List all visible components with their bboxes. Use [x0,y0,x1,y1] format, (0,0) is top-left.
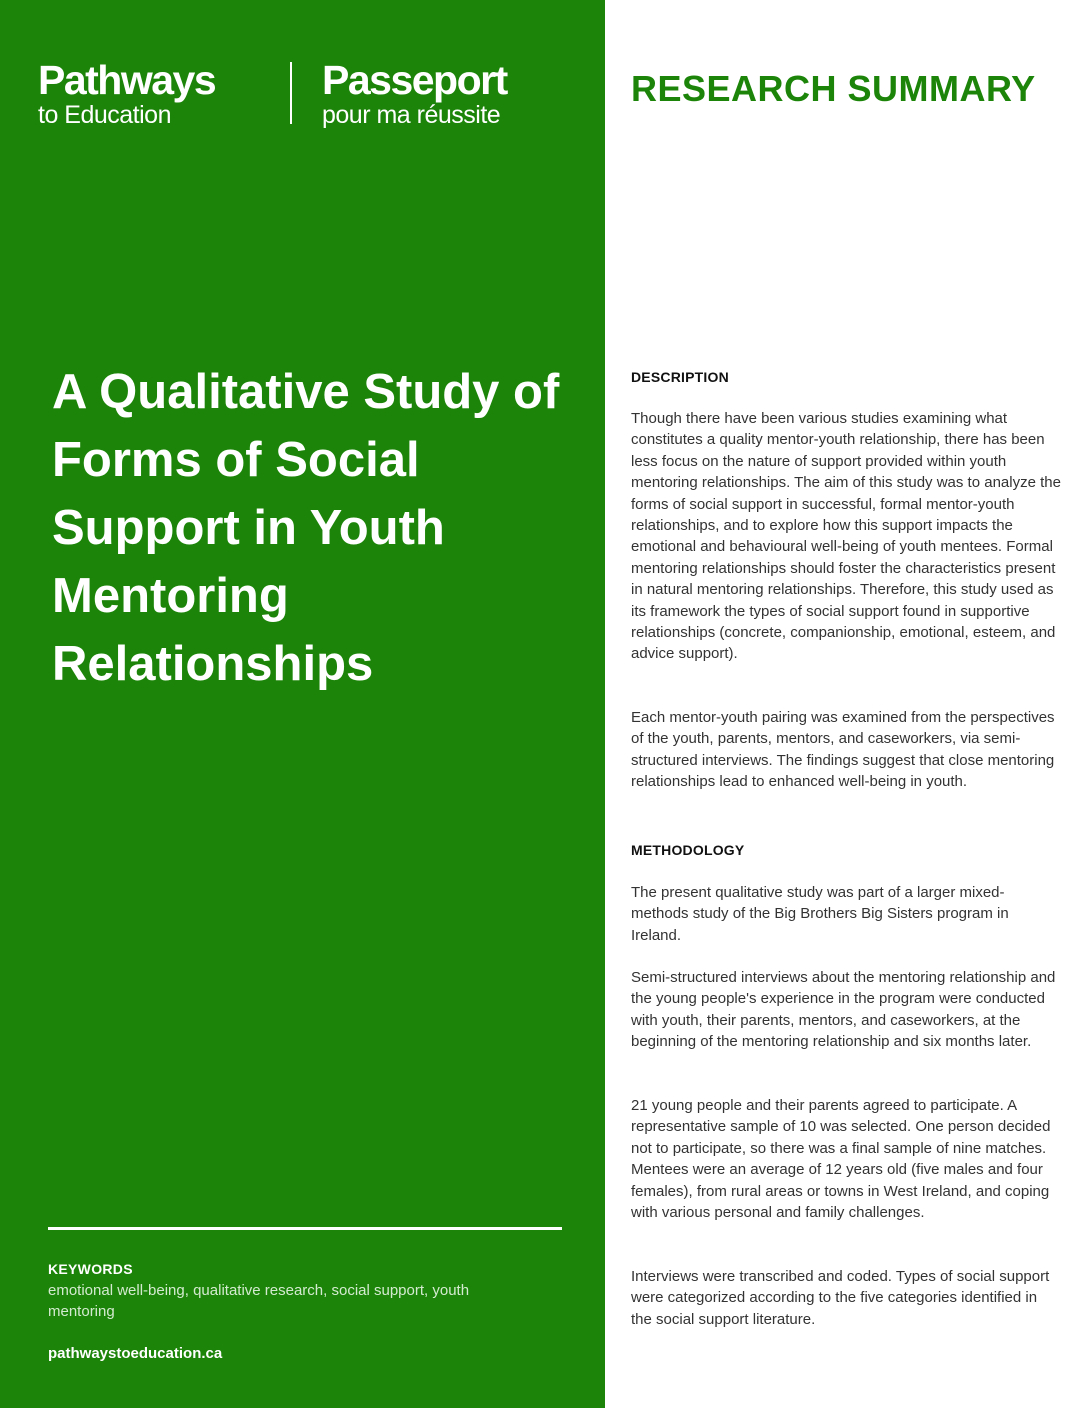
description-paragraph-1: Though there have been various studies examining what constitutes a quality mentor-youth relationship, there has been less focus on the nature of support provided within youth mentoring relationships. The aim of this study was to analyze the forms of social support in successful, formal mentor-youth relationships, and to explore how this support impacts the emotional and behavioural well-being of youth mentees. Formal mentoring relationships should foster the characteristics present in natural mentoring relationships. Therefore, this study used as its framework the types of social support found in supportive relationships (concrete, companionship, emotional, esteem, and advice support). [631,410,1061,663]
keywords-text: emotional well-being, qualitative research, social support, youth mentoring [48,1282,470,1320]
logo-french-sub: pour ma réussite [322,101,501,129]
divider-line [48,1227,562,1230]
methodology-paragraph-4: Interviews were transcribed and coded. Types of social support were categorized according to the five categories identified in the social support literature. [631,1268,1050,1328]
methodology-paragraph-3: 21 young people and their parents agreed to participate. A representative sample of 10 was selected. One person decided not to participate, so there was a final sample of nine matches. Mentees were an average of 12 years old (five males and four females), from rural areas or towns in West Ireland, and coping with various personal and family challenges. [631,1097,1051,1222]
website-link[interactable]: pathwaystoeducation.ca [48,1345,223,1362]
document-title: A Qualitative Study of Forms of Social Support in Youth Mentoring Relationships [52,365,560,691]
description-paragraph-2: Each mentor-youth pairing was examined from the perspectives of the youth, parents, mentors, and caseworkers, via semi-structured interviews. The findings suggest that close mentoring relationships lead to enhanced well-being in youth. [631,709,1055,791]
pathways-logo [38,58,215,128]
logo-french-main: Passeport [322,57,507,103]
logo-english-main: Pathways [38,57,216,103]
logo-english-sub: to Education [38,101,171,129]
methodology-paragraph-2: Semi-structured interviews about the mentoring relationship and the young people's experience in the program were conducted with youth, their parents, mentors, and caseworkers, at the beginning of the mentoring relationship and six months later. [631,969,1056,1051]
methodology-heading: METHODOLOGY [631,842,745,858]
logo-divider [290,62,292,124]
passeport-logo [322,58,507,128]
methodology-paragraph-1: The present qualitative study was part of a larger mixed-methods study of the Big Brothers Big Sisters program in Ireland. [631,884,1009,944]
research-summary-label: RESEARCH SUMMARY [631,68,1036,109]
keywords-heading: KEYWORDS [48,1261,133,1277]
description-heading: DESCRIPTION [631,369,729,385]
